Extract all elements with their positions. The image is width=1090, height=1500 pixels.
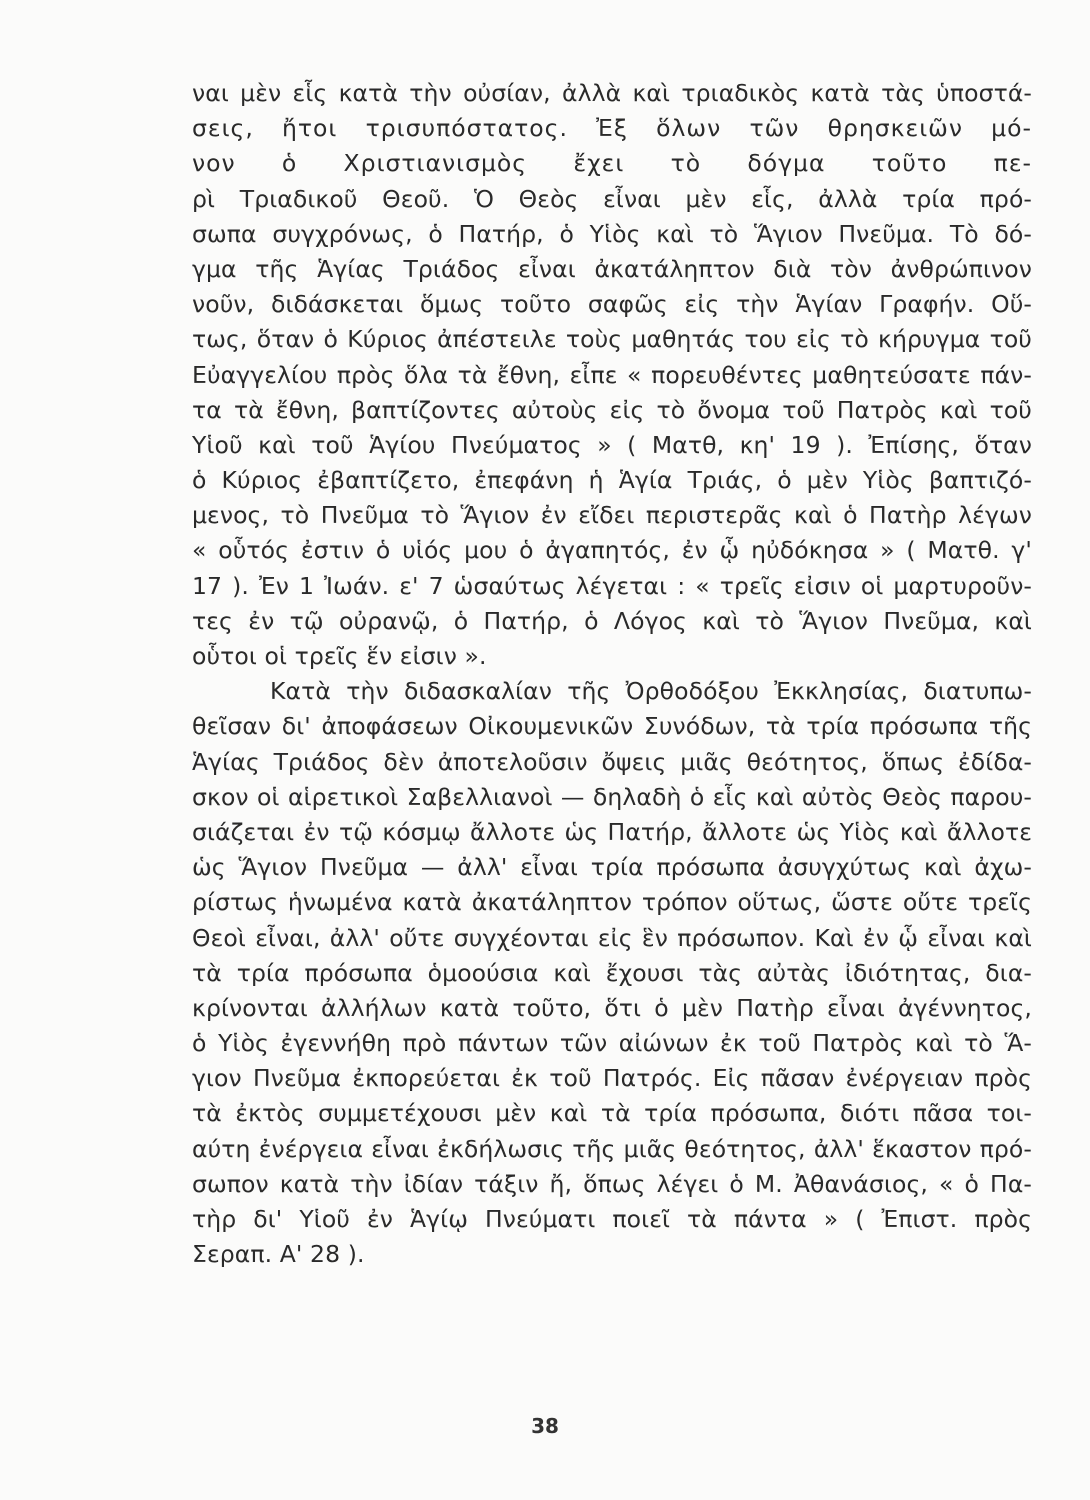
text-line: μενος, τὸ Πνεῦμα τὸ Ἅγιον ἐν εἴδει περιστερᾶς καὶ ὁ Πατὴρ λέγων xyxy=(192,501,1032,530)
text-line: 17 ). Ἐν 1 Ἰωάν. ε' 7 ὡσαύτως λέγεται : « τρεῖς εἰσιν οἱ μαρτυροῦν- xyxy=(192,571,1032,600)
page-body xyxy=(192,76,1032,1272)
text-line: νον ὁ Χριστιανισμὸς ἔχει τὸ δόγμα τοῦτο πε- xyxy=(192,149,1032,178)
text-line: Ἁγίας Τριάδος δὲν ἀποτελοῦσιν ὄψεις μιᾶς θεότητος, ὅπως ἐδίδα- xyxy=(192,747,1032,776)
text-line: τὴρ δι' Υἱοῦ ἐν Ἁγίῳ Πνεύματι ποιεῖ τὰ πάντα » ( Ἐπιστ. πρὸς xyxy=(192,1205,1032,1233)
text-line: νοῦν, διδάσκεται ὅμως τοῦτο σαφῶς εἰς τὴν Ἁγίαν Γραφήν. Οὕ- xyxy=(192,290,1032,319)
text-line: γμα τῆς Ἁγίας Τριάδος εἶναι ἀκατάληπτον διὰ τὸν ἀνθρώπινον xyxy=(192,254,1032,283)
paragraph-1 xyxy=(192,76,1032,674)
text-line: σκον οἱ αἱρετικοὶ Σαβελλιανοὶ — δηλαδὴ ὁ εἷς καὶ αὐτὸς Θεὸς παρου- xyxy=(192,782,1032,811)
text-line: ρίστως ἡνωμένα κατὰ ἀκατάληπτον τρόπον οὕτως, ὥστε οὔτε τρεῖς xyxy=(192,888,1032,917)
text-line: ρὶ Τριαδικοῦ Θεοῦ. Ὁ Θεὸς εἶναι μὲν εἷς, ἀλλὰ τρία πρό- xyxy=(192,184,1032,213)
text-line: ὡς Ἅγιον Πνεῦμα — ἀλλ' εἶναι τρία πρόσωπα ἀσυγχύτως καὶ ἀχω- xyxy=(192,853,1032,882)
text-line: ναι μὲν εἷς κατὰ τὴν οὐσίαν, ἀλλὰ καὶ τριαδικὸς κατὰ τὰς ὑποστά- xyxy=(192,79,1032,107)
text-line: Εὐαγγελίου πρὸς ὅλα τὰ ἔθνη, εἶπε « πορευθέντες μαθητεύσατε πάν- xyxy=(192,360,1032,389)
text-line: γιον Πνεῦμα ἐκπορεύεται ἐκ τοῦ Πατρός. Εἰς πᾶσαν ἐνέργειαν πρὸς xyxy=(192,1064,1032,1093)
text-line: τες ἐν τῷ οὐρανῷ, ὁ Πατήρ, ὁ Λόγος καὶ τὸ Ἅγιον Πνεῦμα, καὶ xyxy=(192,606,1032,635)
text-line: Κατὰ τὴν διδασκαλίαν τῆς Ὀρθοδόξου Ἐκκλησίας, διατυπω- xyxy=(270,677,1032,706)
text-line: τὰ ἐκτὸς συμμετέχουσι μὲν καὶ τὰ τρία πρόσωπα, διότι πᾶσα τοι- xyxy=(192,1099,1032,1128)
text-line: αύτη ἐνέργεια εἶναι ἐκδήλωσις τῆς μιᾶς θεότητος, ἀλλ' ἕκαστον πρό- xyxy=(192,1134,1032,1163)
text-line: σωπα συγχρόνως, ὁ Πατήρ, ὁ Υἱὸς καὶ τὸ Ἅγιον Πνεῦμα. Τὸ δό- xyxy=(192,219,1032,248)
text-line: κρίνονται ἀλλήλων κατὰ τοῦτο, ὅτι ὁ μὲν Πατὴρ εἶναι ἀγέννητος, xyxy=(192,993,1032,1022)
text-line: σιάζεται ἐν τῷ κόσμῳ ἄλλοτε ὡς Πατήρ, ἄλλοτε ὡς Υἱὸς καὶ ἄλλοτε xyxy=(192,817,1032,846)
text-line: Υἱοῦ καὶ τοῦ Ἁγίου Πνεύματος » ( Ματθ, κη' 19 ). Ἐπίσης, ὅταν xyxy=(192,430,1032,459)
text-line: τὰ τρία πρόσωπα ὁμοούσια καὶ ἔχουσι τὰς αὐτὰς ἰδιότητας, δια- xyxy=(192,958,1032,987)
page-number: 38 xyxy=(531,1414,559,1438)
text-line: ὁ Κύριος ἐβαπτίζετο, ἐπεφάνη ἡ Ἁγία Τριάς, ὁ μὲν Υἱὸς βαπτιζό- xyxy=(192,466,1032,495)
text-line: οὗτοι οἱ τρεῖς ἕν εἰσιν ». xyxy=(192,642,487,670)
text-line: σεις, ἤτοι τρισυπόστατος. Ἐξ ὅλων τῶν θρησκειῶν μό- xyxy=(192,114,1032,143)
text-line: τως, ὅταν ὁ Κύριος ἀπέστειλε τοὺς μαθητάς του εἰς τὸ κήρυγμα τοῦ xyxy=(192,325,1032,354)
text-line: Σεραπ. Α' 28 ). xyxy=(192,1240,365,1269)
text-line: τα τὰ ἔθνη, βαπτίζοντες αὐτοὺς εἰς τὸ ὄνομα τοῦ Πατρὸς καὶ τοῦ xyxy=(192,395,1032,424)
text-line: σωπον κατὰ τὴν ἰδίαν τάξιν ἤ, ὅπως λέγει ὁ Μ. Ἀθανάσιος, « ὁ Πα- xyxy=(192,1169,1032,1198)
text-line: θεῖσαν δι' ἀποφάσεων Οἰκουμενικῶν Συνόδων, τὰ τρία πρόσωπα τῆς xyxy=(192,712,1032,741)
text-line: « οὗτός ἐστιν ὁ υἱός μου ὁ ἀγαπητός, ἐν ᾧ ηὐδόκησα » ( Ματθ. γ' xyxy=(192,536,1032,565)
text-line: Θεοὶ εἶναι, ἀλλ' οὔτε συγχέονται εἰς ἓν πρόσωπον. Καὶ ἐν ᾧ εἶναι καὶ xyxy=(192,923,1032,952)
text-line: ὁ Υἱὸς ἐγεννήθη πρὸ πάντων τῶν αἰώνων ἐκ τοῦ Πατρὸς καὶ τὸ Ἅ- xyxy=(192,1029,1032,1058)
paragraph-2 xyxy=(192,674,1032,1272)
